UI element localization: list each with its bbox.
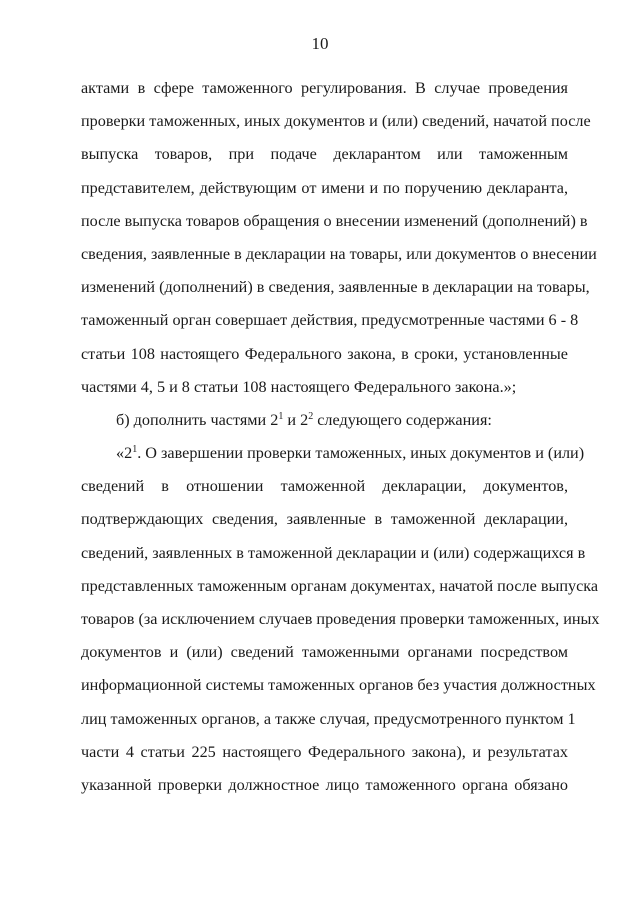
text-line: сведений в отношении таможенной декларации, документов, xyxy=(81,477,568,496)
clause-text: следующего содержания: xyxy=(313,410,492,429)
page-number: 10 xyxy=(311,34,329,53)
text-line: после выпуска товаров обращения о внесении изменений (дополнений) в xyxy=(81,211,588,230)
amendment-clause-b xyxy=(81,404,568,437)
body-text xyxy=(81,72,600,802)
superscript: 2 xyxy=(308,410,314,422)
clause-text: «2 xyxy=(116,444,133,463)
clause-text: и 2 xyxy=(283,410,309,429)
text-line: сведения, заявленные в декларации на товары, или документов о внесении xyxy=(81,244,597,263)
text-line: части 4 статьи 225 настоящего Федерального закона), и результатах xyxy=(81,742,568,761)
text-line: актами в сфере таможенного регулирования. В случае проведения xyxy=(81,79,568,97)
text-line: указанной проверки должностное лицо таможенного органа обязано xyxy=(81,775,568,794)
text-line: проверки таможенных, иных документов и (или) сведений, начатой после xyxy=(81,112,591,131)
text-line: выпуска товаров, при подаче декларантом или таможенным xyxy=(81,145,568,164)
text-line: документов и (или) сведений таможенными органами посредством xyxy=(81,643,568,662)
superscript: 1 xyxy=(132,444,138,456)
text-line: представителем, действующим от имени и по поручению декларанта, xyxy=(81,178,568,197)
text-line: частями 4, 5 и 8 статьи 108 настоящего Федерального закона.»; xyxy=(81,377,517,396)
text-line: сведений, заявленных в таможенной декларации и (или) содержащихся в xyxy=(81,543,586,562)
text-line: подтверждающих сведения, заявленные в таможенной декларации, xyxy=(81,510,568,529)
text-line: представленных таможенным органам документах, начатой после выпуска xyxy=(81,576,599,595)
text-line: статьи 108 настоящего Федерального закона, в сроки, установленные xyxy=(81,344,568,363)
superscript: 1 xyxy=(278,410,284,422)
new-part-2-1-start xyxy=(81,437,585,470)
text-line: информационной системы таможенных органов без участия должностных xyxy=(81,676,596,695)
clause-text: . О завершении проверки таможенных, иных документов и (или) xyxy=(137,444,585,463)
text-line: таможенный орган совершает действия, предусмотренные частями 6 - 8 xyxy=(81,311,579,330)
clause-text: б) дополнить частями 2 xyxy=(116,410,279,429)
text-line: лиц таможенных органов, а также случая, предусмотренного пунктом 1 xyxy=(81,709,576,728)
text-line: товаров (за исключением случаев проведения проверки таможенных, иных xyxy=(81,610,600,628)
text-line: изменений (дополнений) в сведения, заявленные в декларации на товары, xyxy=(81,278,590,297)
